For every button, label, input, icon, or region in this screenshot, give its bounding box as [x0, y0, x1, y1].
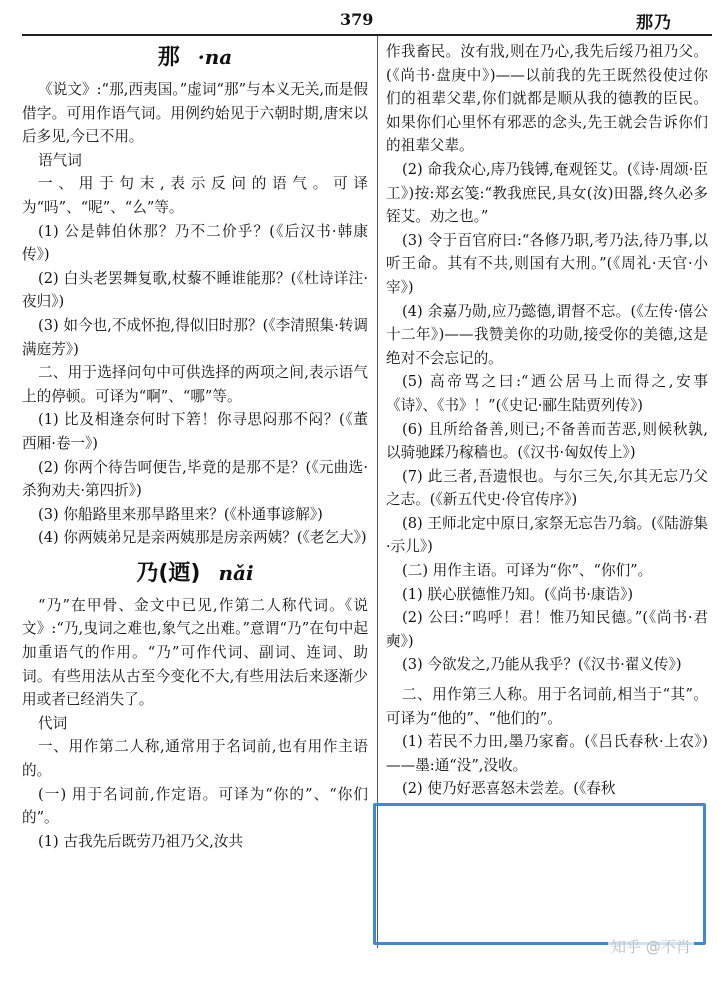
subsense-heading: (一) 用于名词前,作定语。可译为“你的”、“你们的”。	[22, 785, 368, 827]
example: (7) 此三者,吾遗恨也。与尔三矢,尔其无忘乃父之志。(《新五代史·伶官传序》)	[386, 467, 708, 509]
example: (1) 比及相逢奈何时下箬！你寻思闷那不闷？(《董西厢·卷一》)	[22, 411, 368, 452]
page-header	[0, 6, 724, 34]
sense-heading: 一、用于句末,表示反问的语气。可译为“吗”、“呢”、“么”等。	[22, 175, 368, 216]
example: (6) 且所给备善,则已;不备善而苦恶,则候秋孰,以骑驰蹂乃稼穑也。(《汉书·匈奴传上》)	[386, 420, 708, 462]
example: (1) 若民不力田,墨乃家畜。(《吕氏春秋·上农》)——墨:通“没”,没收。	[386, 733, 708, 774]
sense-heading: 二、用于选择问句中可供选择的两项之间,表示语气上的停顿。可译为“啊”、“哪”等。	[22, 364, 368, 405]
example: (2) 公曰:“呜呼！君！惟乃知民德。”(《尚书·君奭》)	[386, 609, 708, 650]
example: (8) 王师北定中原日,家祭无忘告乃翁。(《陆游集·示儿》)	[386, 514, 708, 556]
entry-intro: “乃”在甲骨、金文中已见,作第二人称代词。《说文》:“乃,曳词之难也,象气之出难。”意谓“乃”在句中起加重语气的作用。“乃”可作代词、副词、连词、助词。有些用法从古至今变化不大,有些用法后来逐渐少用或者已经消失了。	[22, 596, 368, 709]
header-rule	[22, 34, 712, 36]
example: (3) 你船路里来那旱路里来？(《朴通事谚解》)	[38, 505, 323, 523]
example: (2) 命我众心,庤乃钱镈,奄观铚艾。(《诗·周颂·臣工》)按:郑玄笺:“教我庶民,具女(汝)田器,终久必多铚艾。劝之也。”	[386, 160, 708, 226]
example: (1) 朕心朕德惟乃知。(《尚书·康诰》)	[402, 585, 634, 603]
entry-pronunciation: nǎi	[218, 560, 254, 585]
example: (3) 今欲发之,乃能从我乎？(《汉书·翟义传》)	[402, 656, 682, 674]
left-column	[22, 40, 368, 853]
sense-heading: 一、用作第二人称,通常用于名词前,也有用作主语的。	[22, 738, 368, 780]
example: (1) 古我先后既劳乃祖乃父,汝共	[38, 832, 244, 850]
example: (4) 余嘉乃勋,应乃懿德,谓督不忘。(《左传·僖公十二年》)——我赞美你的功勋,接受你的美德,这是绝对不会忘记的。	[386, 302, 708, 367]
watermark: 知乎 @不肖	[608, 936, 694, 957]
example-continued: 作我畜民。汝有戕,则在乃心,我先后绥乃祖乃父。(《尚书·盘庚中》)——以前我的先王既然役使过你们的祖辈父辈,你们就都是顺从我的德教的臣民。如果你们心里怀有邪恶的念头,先王就会告诉你们的祖辈父辈。	[386, 43, 708, 155]
entry-char: 那	[157, 45, 180, 70]
entry-char: 乃(迺)	[136, 560, 201, 586]
sense-heading: 二、用作第三人称。用于名词前,相当于“其”。可译为“他的”、“他们的”。	[386, 686, 708, 727]
example: (1) 公是韩伯休那？乃不二价乎？(《后汉书·韩康传》)	[22, 222, 368, 264]
example: (3) 如今也,不成怀抱,得似旧时那？(《李清照集·转调满庭芳》)	[22, 316, 368, 358]
example: (4) 你两姨弟兄是亲两姨那是房亲两姨？(《老乞大》)	[38, 529, 367, 547]
example: (2) 你两个待告呵便告,毕竟的是那不是？(《元曲选·杀狗劝夫·第四折》)	[22, 458, 368, 500]
entry-intro: 《说文》:“那,西夷国。”虚词“那”与本义无关,而是假借字。可用作语气词。用例约始见于六朝时期,唐宋以后多见,今已不用。	[22, 81, 368, 146]
page-number: 379	[340, 10, 374, 29]
example: (2) 使乃好恶喜怒未尝差。(《春秋	[402, 780, 616, 798]
entry-heading-na	[22, 40, 368, 75]
example: (2) 白头老罢舞复歌,杖藜不睡谁能那？(《杜诗详注·夜归》)	[22, 269, 368, 311]
category-label: 代词	[38, 714, 68, 732]
example: (3) 令于百官府曰:“各修乃职,考乃法,待乃事,以听王命。其有不共,则国有大刑。”(《周礼·天官·小宰》)	[386, 231, 708, 296]
category-label: 语气词	[38, 151, 82, 169]
right-column	[386, 40, 708, 801]
entry-pronunciation: ·na	[197, 45, 233, 69]
entry-heading-nai	[22, 556, 368, 591]
example: (5) 高帝骂之曰:“迺公居马上而得之,安事《诗》、《书》！”(《史记·郦生陆贾列传》)	[386, 373, 708, 414]
running-head: 那乃	[636, 13, 672, 33]
highlight-box	[373, 803, 706, 945]
subsense-heading: (二) 用作主语。可译为“你”、“你们”。	[402, 562, 653, 580]
